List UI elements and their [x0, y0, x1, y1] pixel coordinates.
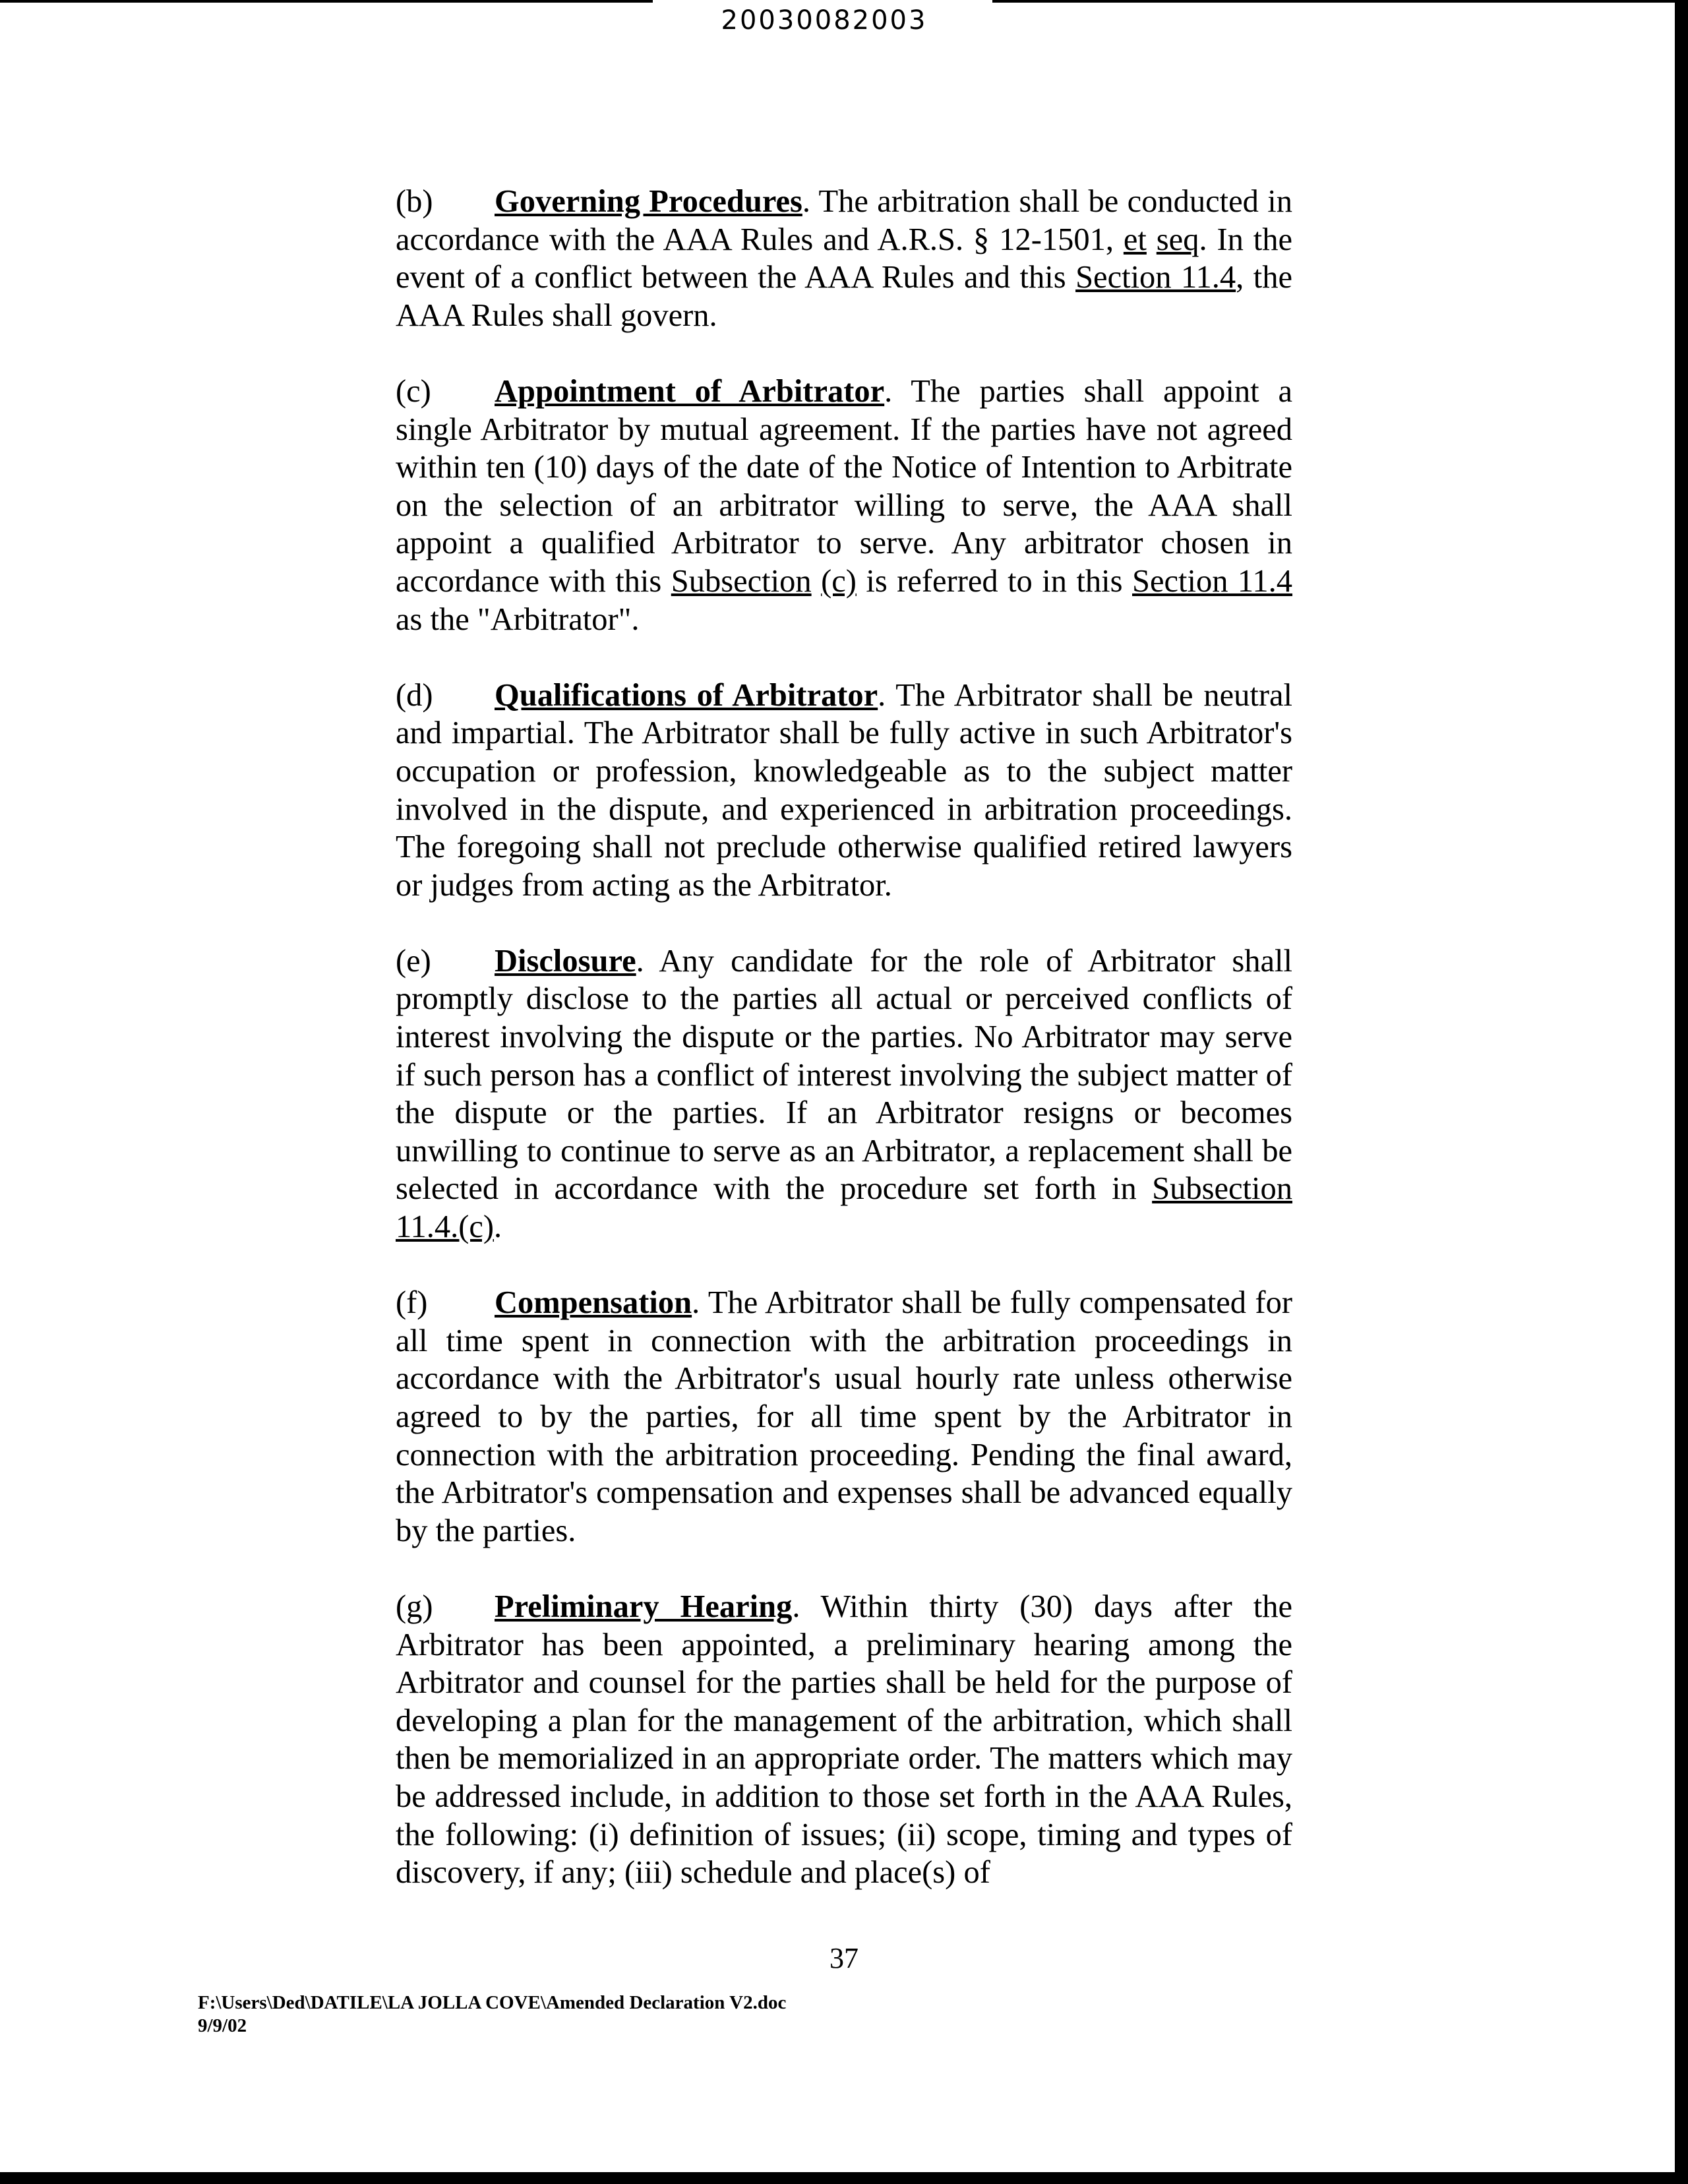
- paragraph-heading: Appointment of Arbitrator: [495, 373, 885, 409]
- section-reference: Subsection 11.4.(c): [396, 1171, 1292, 1245]
- document-number: 20030082003: [721, 5, 928, 36]
- paragraph-text: . The Arbitrator shall be neutral and impartial. The Arbitrator shall be fully active in such Arbitrator's occupation or profession, knowledgeable as to the subject matter involved in the dispute, and experienced in arbitration proceedings. The foregoing shall not preclude otherwise qualified retired lawyers or judges from acting as the Arbitrator.: [396, 677, 1293, 903]
- paragraph-heading: Qualifications of Arbitrator: [495, 677, 878, 713]
- paragraph-d: [396, 677, 1292, 905]
- paragraph-text: , the AAA Rules shall govern.: [396, 260, 1292, 333]
- paragraph-e: [396, 942, 1292, 1246]
- paragraph-label: (g): [396, 1589, 433, 1624]
- paragraph-heading: Compensation: [495, 1285, 692, 1321]
- section-reference: Subsection: [671, 563, 812, 599]
- section-reference: Section 11.4: [1075, 260, 1236, 295]
- paragraph-text: . The arbitration shall be conducted in accordance with the AAA Rules and A.R.S. § 12-1501,: [396, 184, 1292, 257]
- paragraph-text: as the "Arbitrator".: [396, 601, 640, 637]
- paragraph-heading: Preliminary Hearing: [495, 1589, 793, 1624]
- paragraph-text: . The Arbitrator shall be fully compensated for all time spent in connection with the arbitration proceedings in accordance with the Arbitrator's usual hourly rate unless otherwise agreed to by the parties, for all time spent by the Arbitrator in connection with the arbitration proceeding. Pending the final award, the Arbitrator's compensation and expenses shall be advanced equally by the parties.: [396, 1285, 1292, 1548]
- footer-date: 9/9/02: [198, 2015, 247, 2036]
- section-reference: Section 11.4: [1132, 563, 1293, 599]
- paragraph-text: . In the event of a conflict between the AAA Rules and this: [396, 222, 1293, 295]
- section-reference: (c): [821, 563, 857, 599]
- paragraph-label: (b): [396, 184, 433, 219]
- paragraph-heading: Disclosure: [495, 943, 636, 979]
- paragraph-c: [396, 373, 1292, 638]
- paragraph-text: [1147, 222, 1157, 257]
- paragraph-text: . Within thirty (30) days after the Arbitrator has been appointed, a preliminary hearing among the Arbitrator and counsel for the parties shall be held for the purpose of developing a plan for the management of the arbitration, which shall then be memorialized in an appropriate order. The matters which may be addressed include, in addition to those set forth in the AAA Rules, the following: (i) definition of issues; (ii) scope, timing and types of discovery, if any; (iii) schedule and place(s) of: [396, 1589, 1292, 1891]
- paragraph-label: (e): [396, 943, 431, 979]
- paragraph-text: .: [494, 1209, 502, 1245]
- paragraph-text: [812, 564, 821, 599]
- paragraph-b: [396, 183, 1292, 334]
- paragraph-heading: Governing Procedures: [495, 184, 802, 219]
- underlined-term: et: [1123, 222, 1147, 257]
- paragraph-label: (d): [396, 677, 433, 713]
- document-body: [396, 183, 1292, 1892]
- paragraph-label: (c): [396, 373, 431, 409]
- scan-border-top-left: [0, 0, 653, 3]
- paragraph-label: (f): [396, 1285, 428, 1321]
- footer-file-path: F:\Users\Ded\DATILE\LA JOLLA COVE\Amended Declaration V2.doc: [198, 1992, 787, 2013]
- scan-border-right: [1675, 0, 1688, 2184]
- underlined-term: seq: [1156, 222, 1199, 257]
- paragraph-g: [396, 1588, 1292, 1892]
- paragraph-text: . The parties shall appoint a single Arbitrator by mutual agreement. If the parties have not agreed within ten (10) days of the date of the Notice of Intention to Arbitrate on the selection of an arbitrator willing to serve, the AAA shall appoint a qualified Arbitrator to serve. Any arbitrator chosen in accordance with this: [396, 373, 1292, 599]
- page-number: 37: [829, 1942, 859, 1974]
- paragraph-text: is referred to in this: [856, 563, 1132, 599]
- scan-border-top-right: [992, 0, 1688, 3]
- scan-border-bottom: [0, 2172, 1688, 2184]
- paragraph-text: . Any candidate for the role of Arbitrator shall promptly disclose to the parties all actual or perceived conflicts of interest involving the dispute or the parties. No Arbitrator may serve if such person has a conflict of interest involving the subject matter of the dispute or the parties. If an Arbitrator resigns or becomes unwilling to continue to serve as an Arbitrator, a replacement shall be selected in accordance with the procedure set forth in: [396, 943, 1292, 1207]
- paragraph-f: [396, 1284, 1292, 1550]
